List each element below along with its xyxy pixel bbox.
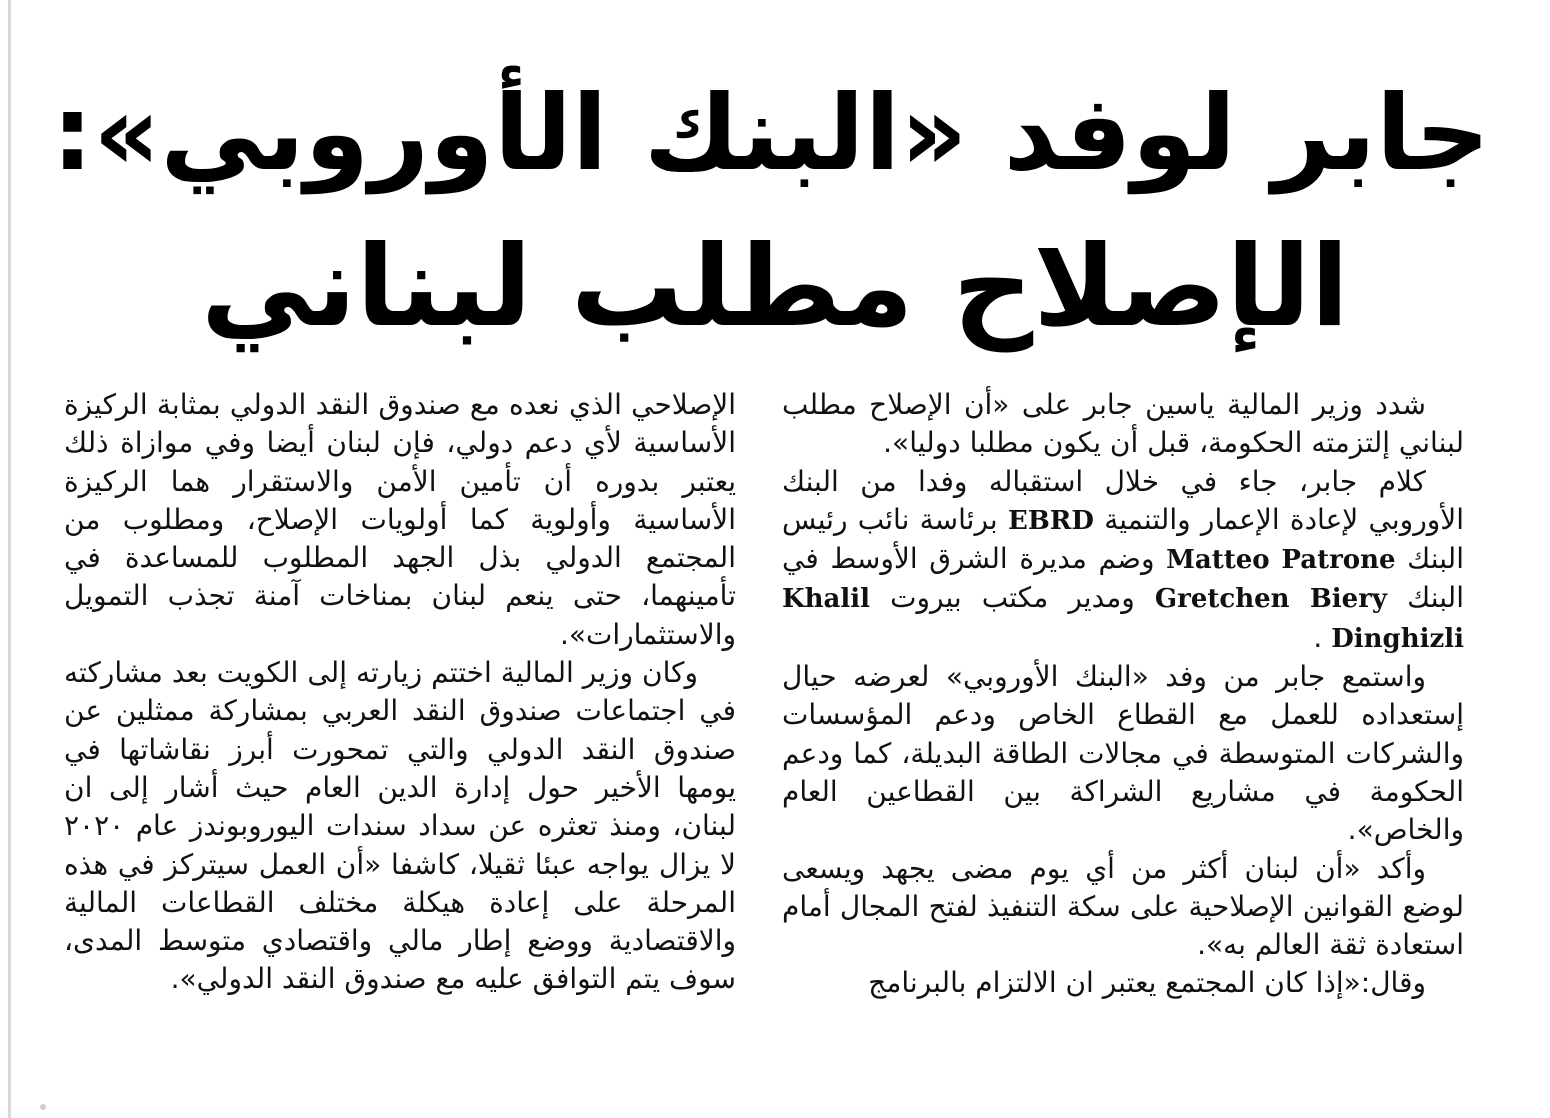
paragraph-2-text-c: وضم مديرة الشرق الأوسط في البنك	[782, 542, 1464, 615]
director-name: Gretchen Biery	[1154, 584, 1388, 615]
paragraph-2	[782, 463, 1464, 658]
paragraph-2-text-d: ومدير مكتب بيروت	[890, 581, 1135, 615]
paragraph-4: وأكد «أن لبنان أكثر من أي يوم مضى يجهد ويسعى لوضع القوانين الإصلاحية على سكة التنفيذ لفتح المجال أمام استعادة ثقة العالم به».	[782, 851, 1464, 962]
headline-line-2: الإصلاح مطلب لبناني	[200, 222, 1350, 352]
ebrd-acronym: EBRD	[1008, 505, 1094, 536]
paragraph-2-text-b: برئاسة نائب رئيس البنك	[782, 502, 1464, 576]
paragraph-5: وقال:«إذا كان المجتمع يعتبر ان الالتزام بالبرنامج	[868, 966, 1426, 1000]
vice-president-name: Matteo Patrone	[1166, 545, 1396, 576]
paragraph-2-text-a: كلام جابر، جاء في خلال استقباله وفدا من البنك الأوروبي لإعادة الإعمار والتنمية	[782, 464, 1464, 536]
headline-line-1: جابر لوفد «البنك الأوروبي»:	[51, 72, 1490, 194]
office-manager-name: Khalil Dinghizli	[782, 584, 1464, 654]
paragraph-3: واستمع جابر من وفد «البنك الأوروبي» لعرضه حيال إستعداده للعمل مع القطاع الخاص ودعم المؤسسات والشركات المتوسطة في مجالات الطاقة البديلة، كما ودعم الحكومة في مشاريع الشراكة بين القطاعين العام والخاص».	[782, 660, 1464, 847]
article-column-right	[782, 386, 1464, 1003]
paragraph-2-text-e: .	[1313, 620, 1323, 654]
article-column-left	[64, 386, 736, 999]
paragraph-6: الإصلاحي الذي نعده مع صندوق النقد الدولي بمثابة الركيزة الأساسية لأي دعم دولي، فإن لبنان أيضا وفي موازاة ذلك يعتبر بدوره أن تأمين الأمن والاستقرار هما الركيزة الأساسية وأولوية كما أولويات الإصلاح، ومطلوب من المجتمع الدولي بذل الجهد المطلوب للمساعدة في تأمينهما، حتى ينعم لبنان بمناخات آمنة تجذب التمويل والاستثمارات».	[64, 388, 736, 651]
paragraph-1: شدد وزير المالية ياسين جابر على «أن الإصلاح مطلب لبناني إلتزمته الحكومة، قبل أن يكون مطلبا دوليا».	[782, 388, 1464, 460]
paragraph-7: وكان وزير المالية اختتم زيارته إلى الكويت بعد مشاركته في اجتماعات صندوق النقد العربي بمشاركة ممثلين عن صندوق النقد الدولي والتي تمحورت أبرز نقاشاتها في يومها الأخير حول إدارة الدين العام حيث أشار إلى ان لبنان، ومنذ تعثره عن سداد سندات اليوروبوندز عام ٢٠٢٠ لا يزال يواجه عبئا ثقيلا، كاشفا «أن العمل سيتركز في هذه المرحلة على إعادة هيكلة مختلف القطاعات المالية والاقتصادية ووضع إطار مالي واقتصادي متوسط المدى، سوف يتم التوافق عليه مع صندوق النقد الدولي».	[64, 656, 736, 996]
page-edge-shadow	[8, 0, 11, 1118]
corner-mark	[40, 1104, 46, 1110]
